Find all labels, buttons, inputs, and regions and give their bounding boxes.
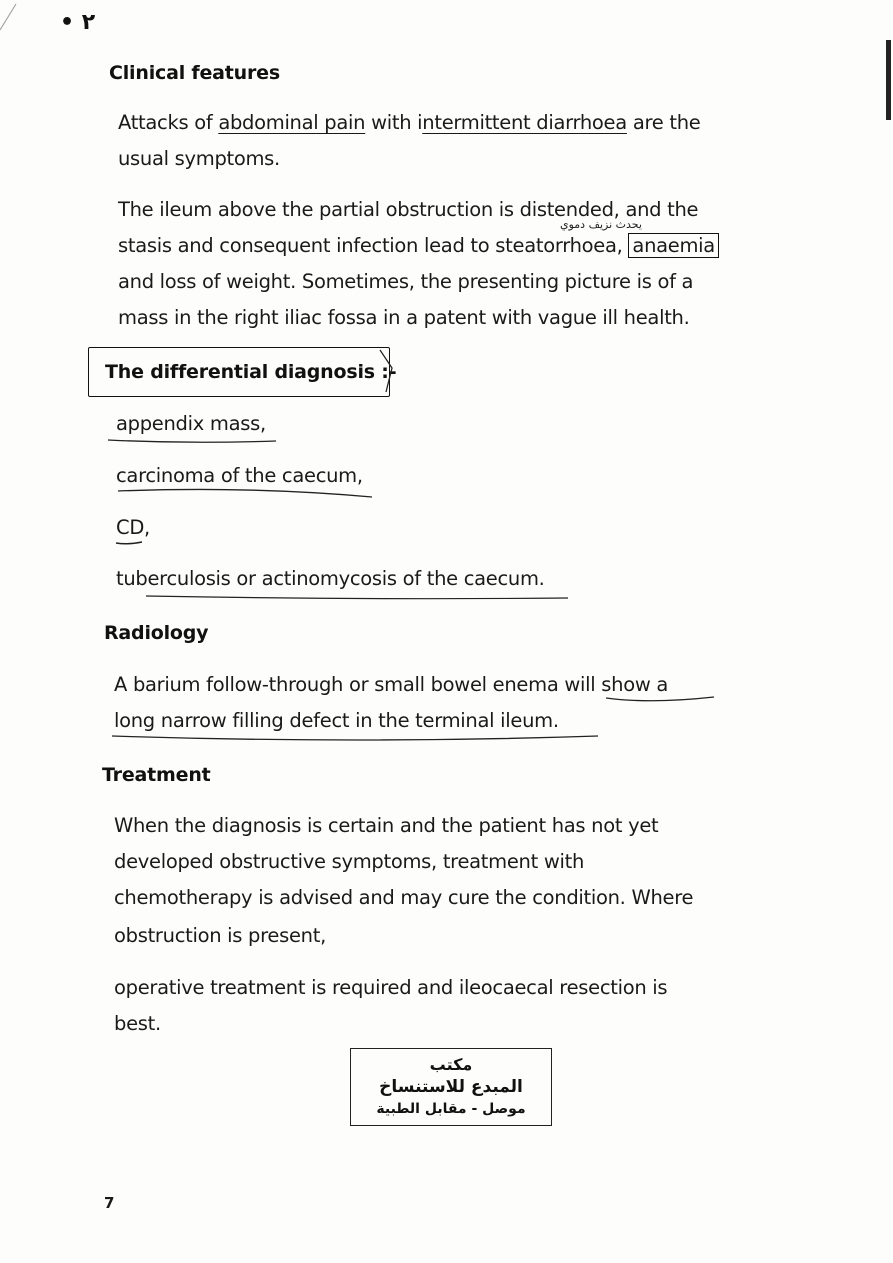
page-number: 7 [104,1194,115,1212]
radiology-line-2: long narrow filling defect in the terminal ileum. [114,709,559,732]
boxed-anaemia: anaemia [628,233,719,258]
treatment-paragraph-1-line: chemotherapy is advised and may cure the condition. Where [114,886,694,909]
heading-clinical-features: Clinical features [109,62,280,84]
treatment-paragraph-1-line: developed obstructive symptoms, treatment with [114,850,585,873]
print-shop-stamp [350,1048,552,1126]
heading-radiology: Radiology [104,622,209,644]
clinical-paragraph-1-line-1 [118,105,700,141]
clinical-paragraph-2-line-1: The ileum above the partial obstruction is distended, and the [118,198,699,221]
treatment-paragraph-2-line: best. [114,1012,161,1035]
text: a [650,673,669,696]
stamp-line-2: المبدع للاستنساخ [379,1077,523,1097]
clinical-paragraph-2-line-3: and loss of weight. Sometimes, the presenting picture is of a [118,270,694,293]
scan-artifact [0,0,20,40]
differential-item: appendix mass, [116,412,266,435]
differential-item: CD, [116,516,150,539]
text: A barium follow-through or small bowel enema [114,673,565,696]
clinical-paragraph-2-line-4: mass in the right iliac fossa in a patent with vague ill health. [118,306,690,329]
differential-item: tuberculosis or actinomycosis of the caecum. [116,567,545,590]
radiology-line-1 [114,667,668,703]
heading-treatment: Treatment [102,764,211,786]
corner-mark: • ٢ [60,10,96,35]
treatment-paragraph-1-line: obstruction is present, [114,924,326,947]
stamp-line-3: موصل - مقابل الطبية [376,1101,526,1117]
clinical-paragraph-2-line-2 [118,228,719,264]
treatment-paragraph-1-line: When the diagnosis is certain and the patient has not yet [114,814,659,837]
heading-differential-diagnosis: The differential diagnosis :- [105,361,397,383]
handwritten-arabic-note: يحدث نزيف دموي [560,218,642,231]
text: stasis and consequent infection lead to steatorrhoea, [118,234,629,257]
underlined-will-show: will show [564,673,651,696]
underlined-intermittent-diarrhoea: ntermittent diarrhoea [422,111,627,134]
clinical-paragraph-1-line-2: usual symptoms. [118,147,280,170]
text: are the [626,111,701,134]
text: with i [365,111,423,134]
scan-edge [886,40,891,120]
stamp-line-1: مكتب [429,1055,473,1074]
text: Attacks of [118,111,219,134]
treatment-paragraph-2-line: operative treatment is required and ileocaecal resection is [114,976,668,999]
underlined-abdominal-pain: abdominal pain [218,111,366,134]
differential-item: carcinoma of the caecum, [116,464,363,487]
